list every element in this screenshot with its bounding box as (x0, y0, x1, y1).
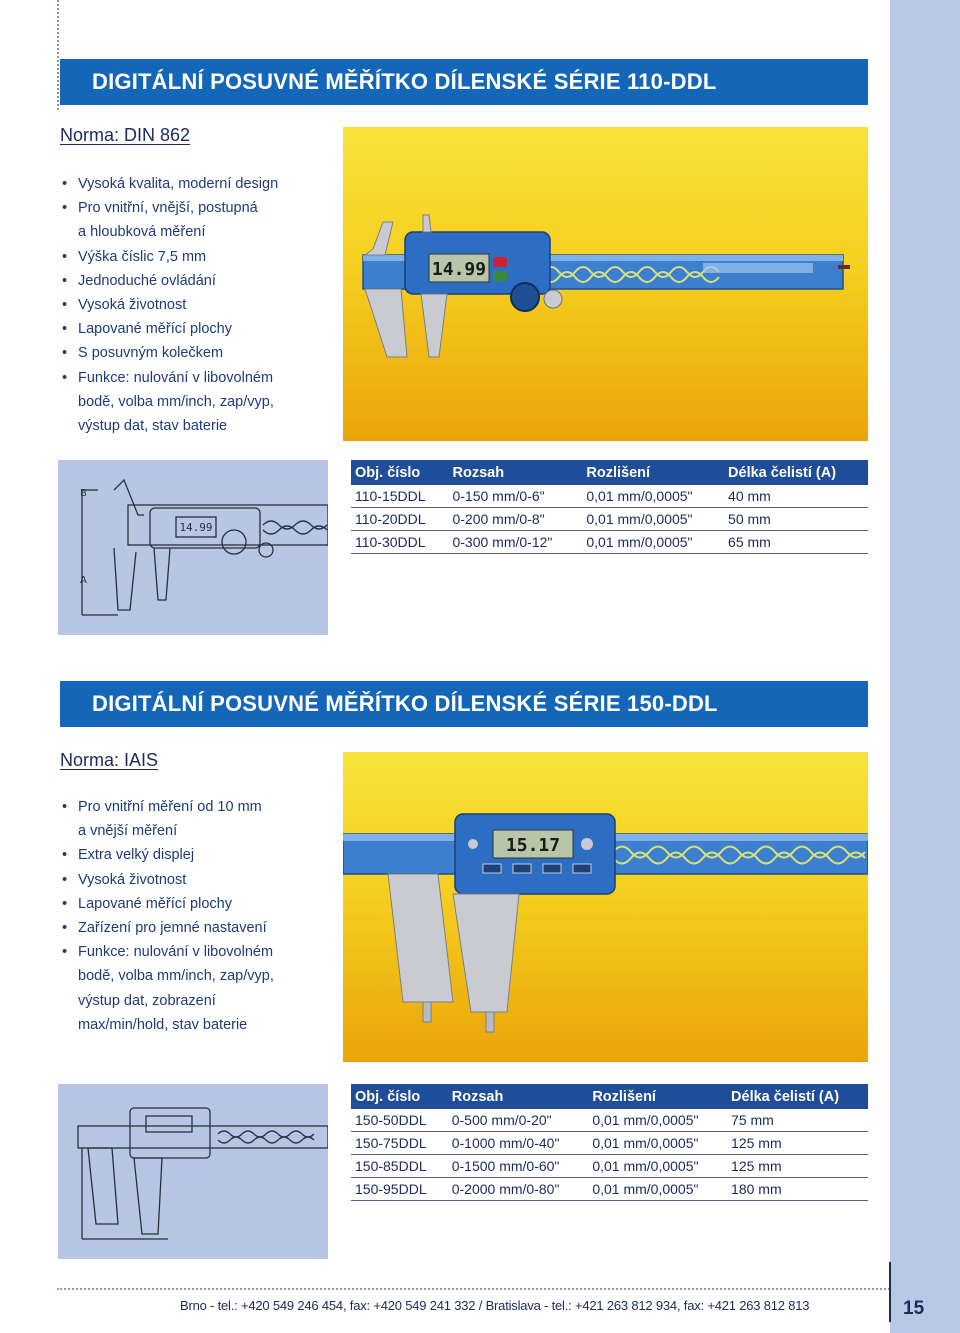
feature-item: • Pro vnitřní měření od 10 mm (60, 795, 330, 819)
cell-range: 0-1000 mm/0-40" (448, 1132, 589, 1155)
feature-item: • Výška číslic 7,5 mm (60, 245, 330, 269)
technical-drawing-150 (58, 1084, 328, 1259)
feature-item: • Lapované měřící plochy (60, 317, 330, 341)
feature-item: • Pro vnitřní, vnější, postupná (60, 196, 330, 220)
lcd-reading-drawing-110: 14.99 (179, 521, 213, 534)
feature-item: a vnější měření (78, 823, 178, 840)
feature-list-110 (60, 172, 330, 438)
feature-item: • Extra velký displej (60, 843, 330, 867)
footer-dotted-rule (57, 1288, 890, 1290)
feature-item: • Zařízení pro jemné nastavení (60, 916, 330, 940)
feature-item: • Vysoká životnost (60, 293, 330, 317)
caliper-150-illustration (343, 752, 868, 1062)
table-header-row (351, 1084, 868, 1109)
table-row (351, 1178, 868, 1201)
table-row (351, 1132, 868, 1155)
col-header-jaw-length: Délka čelistí (A) (724, 460, 868, 485)
cell-resolution: 0,01 mm/0,0005" (588, 1109, 727, 1132)
cell-resolution: 0,01 mm/0,0005" (582, 508, 724, 531)
lcd-reading-110: 14.99 (431, 259, 487, 280)
feature-item: výstup dat, zobrazení (78, 992, 216, 1009)
feature-item: • Funkce: nulování v libovolném (60, 366, 330, 390)
right-margin-strip (890, 0, 960, 1333)
spec-table-150 (351, 1084, 868, 1201)
feature-item: bodě, volba mm/inch, zap/vyp, (78, 968, 274, 985)
dimension-label-b: B (80, 488, 87, 499)
section-title-110: DIGITÁLNÍ POSUVNÉ MĚŘÍTKO DÍLENSKÉ SÉRIE 110-DDL (60, 59, 868, 105)
feature-item: výstup dat, stav baterie (78, 418, 228, 435)
cell-part-number: 150-50DDL (351, 1109, 448, 1132)
feature-item: • Vysoká kvalita, moderní design (60, 172, 330, 196)
page-number: 15 (903, 1298, 925, 1319)
cell-jaw-length: 180 mm (727, 1178, 868, 1201)
feature-item: • Vysoká životnost (60, 868, 330, 892)
cell-resolution: 0,01 mm/0,0005" (588, 1132, 727, 1155)
footer-contact: Brno - tel.: +420 549 246 454, fax: +420 549 241 332 / Bratislava - tel.: +421 263 812 934, fax: +421 263 812 813 (180, 1298, 810, 1313)
cell-resolution: 0,01 mm/0,0005" (588, 1155, 727, 1178)
lcd-reading-150: 15.17 (505, 835, 561, 856)
col-header-resolution: Rozlišení (582, 460, 724, 485)
cell-jaw-length: 40 mm (724, 485, 868, 508)
dotted-guide-vertical (57, 0, 59, 110)
cell-range: 0-500 mm/0-20" (448, 1109, 589, 1132)
page-number-divider (889, 1262, 891, 1322)
cell-jaw-length: 65 mm (724, 531, 868, 554)
dimension-label-a: A (80, 575, 87, 586)
cell-range: 0-2000 mm/0-80" (448, 1178, 589, 1201)
table-row (351, 531, 868, 554)
feature-list-150 (60, 795, 330, 1037)
caliper-150-drawing (58, 1084, 328, 1259)
section-title-150: DIGITÁLNÍ POSUVNÉ MĚŘÍTKO DÍLENSKÉ SÉRIE 150-DDL (60, 681, 868, 727)
cell-range: 0-300 mm/0-12" (448, 531, 582, 554)
cell-part-number: 110-15DDL (351, 485, 448, 508)
feature-item: bodě, volba mm/inch, zap/vyp, (78, 393, 274, 410)
cell-part-number: 150-75DDL (351, 1132, 448, 1155)
table-row (351, 508, 868, 531)
caliper-photo-110 (343, 127, 868, 441)
table-row (351, 1155, 868, 1178)
cell-resolution: 0,01 mm/0,0005" (582, 485, 724, 508)
spec-table-110 (351, 460, 868, 554)
cell-jaw-length: 50 mm (724, 508, 868, 531)
feature-item: • Funkce: nulování v libovolném (60, 940, 330, 964)
caliper-110-illustration (343, 127, 868, 441)
feature-item: • Lapované měřící plochy (60, 892, 330, 916)
feature-item: • Jednoduché ovládání (60, 269, 330, 293)
norma-label-110: Norma: DIN 862 (60, 125, 191, 145)
caliper-photo-150 (343, 752, 868, 1062)
cell-range: 0-1500 mm/0-60" (448, 1155, 589, 1178)
cell-range: 0-150 mm/0-6" (448, 485, 582, 508)
col-header-part-number: Obj. číslo (351, 1084, 448, 1109)
feature-item: a hloubková měření (78, 224, 206, 241)
table-row (351, 485, 868, 508)
feature-item: max/min/hold, stav baterie (78, 1016, 248, 1033)
feature-item: • S posuvným kolečkem (60, 341, 330, 365)
table-header-row (351, 460, 868, 485)
technical-drawing-110 (58, 460, 328, 635)
cell-part-number: 110-20DDL (351, 508, 448, 531)
cell-jaw-length: 75 mm (727, 1109, 868, 1132)
cell-jaw-length: 125 mm (727, 1155, 868, 1178)
col-header-resolution: Rozlišení (588, 1084, 727, 1109)
caliper-110-drawing (58, 460, 328, 635)
norma-label-150: Norma: IAIS (60, 750, 159, 770)
cell-resolution: 0,01 mm/0,0005" (588, 1178, 727, 1201)
cell-jaw-length: 125 mm (727, 1132, 868, 1155)
col-header-range: Rozsah (448, 1084, 589, 1109)
cell-range: 0-200 mm/0-8" (448, 508, 582, 531)
col-header-part-number: Obj. číslo (351, 460, 448, 485)
cell-part-number: 150-95DDL (351, 1178, 448, 1201)
cell-part-number: 150-85DDL (351, 1155, 448, 1178)
col-header-range: Rozsah (448, 460, 582, 485)
table-row (351, 1109, 868, 1132)
cell-resolution: 0,01 mm/0,0005" (582, 531, 724, 554)
col-header-jaw-length: Délka čelistí (A) (727, 1084, 868, 1109)
cell-part-number: 110-30DDL (351, 531, 448, 554)
